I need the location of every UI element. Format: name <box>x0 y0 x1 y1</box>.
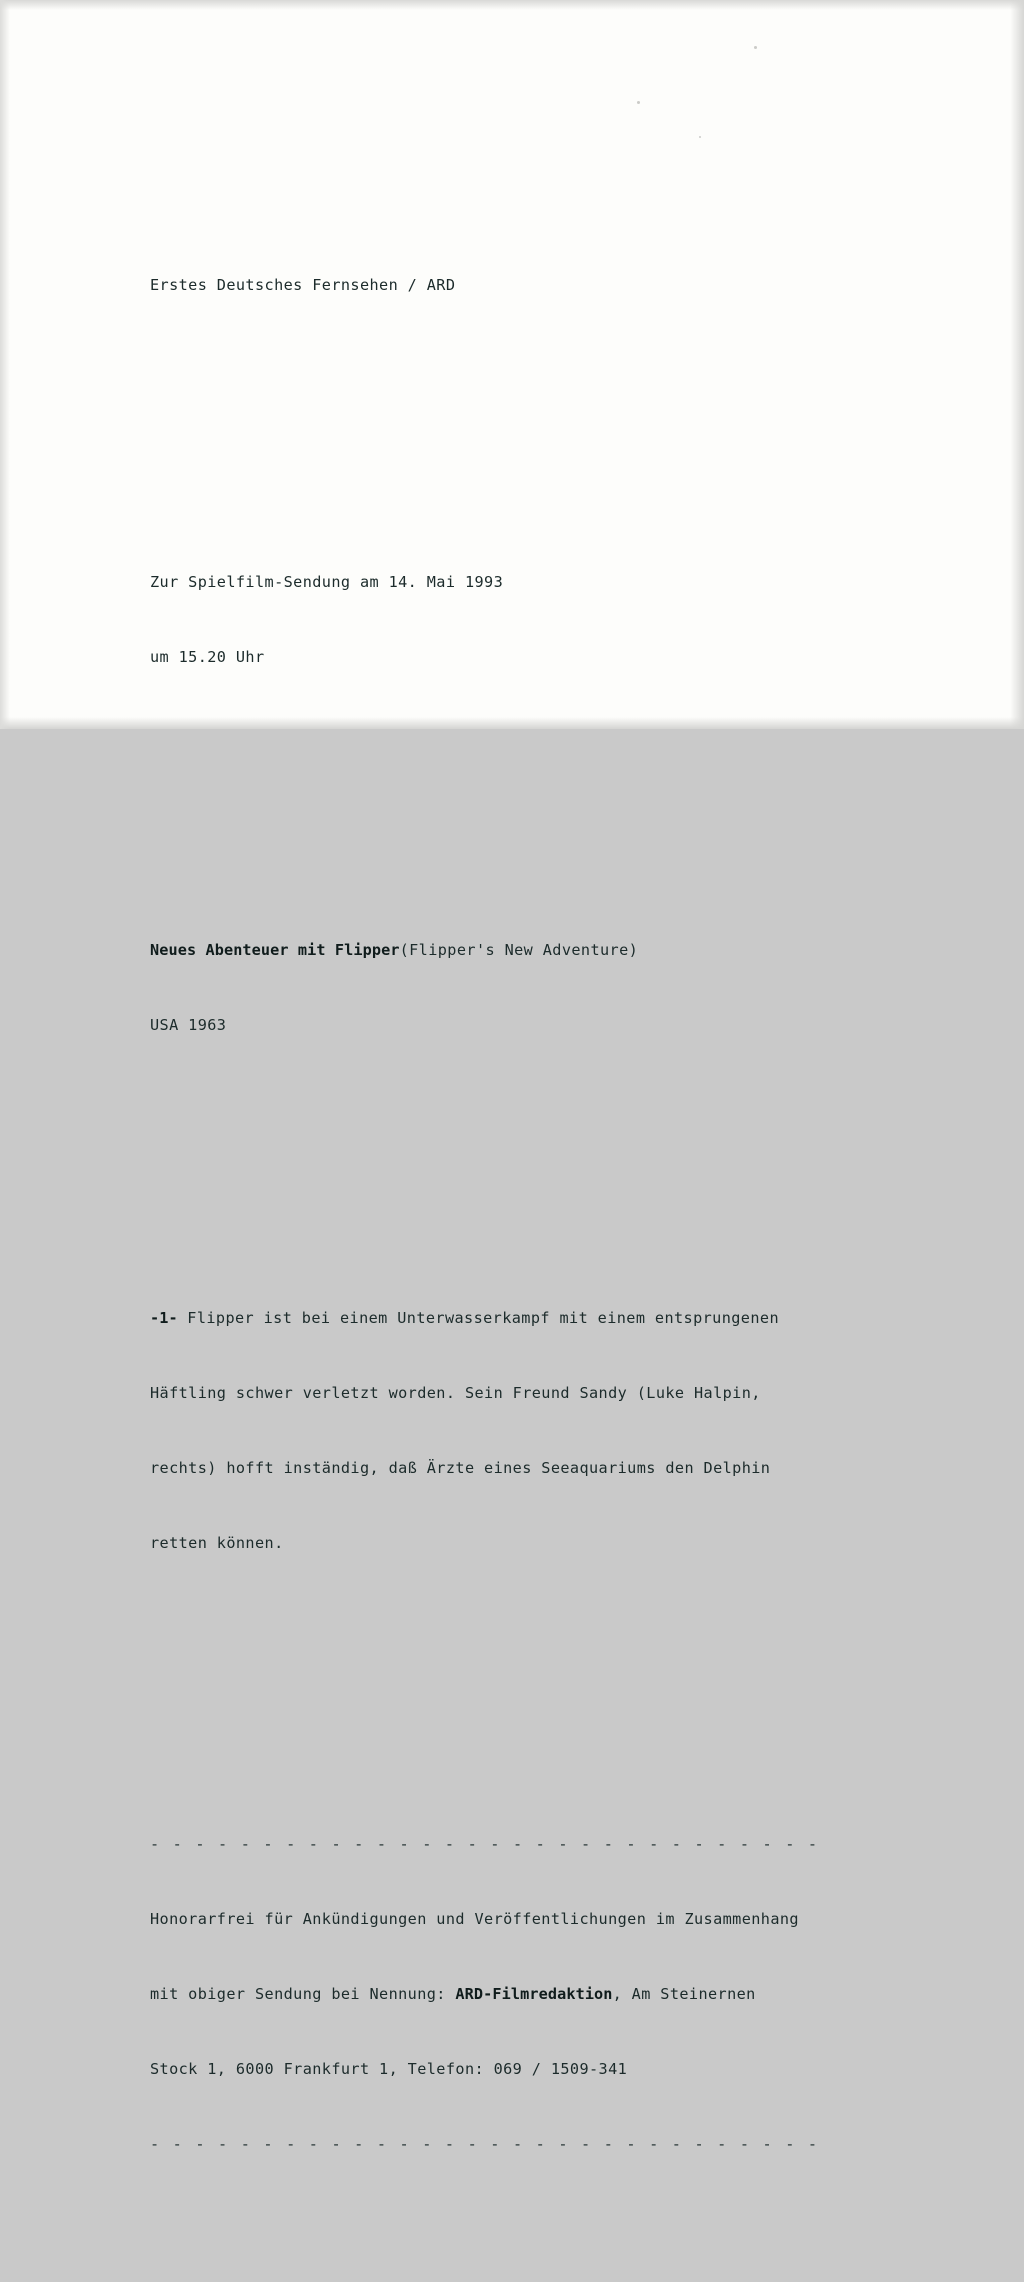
rights-line-3: Stock 1, 6000 Frankfurt 1, Telefon: 069 / 1509-341 <box>150 2060 628 2078</box>
caption-marker: -1- <box>150 1309 178 1327</box>
broadcaster-line: Erstes Deutsches Fernsehen / ARD <box>150 276 456 294</box>
rights-notice <box>150 1782 910 2207</box>
caption-paragraph <box>150 1256 910 1606</box>
paper-edge-right <box>1010 0 1024 729</box>
broadcast-info <box>150 520 910 720</box>
title-group <box>150 888 910 1088</box>
caption-line-2: Häftling schwer verletzt worden. Sein Freund Sandy (Luke Halpin, <box>150 1384 761 1402</box>
caption-line-4: retten können. <box>150 1534 284 1552</box>
paper-edge-left <box>0 0 10 729</box>
title-german: Neues Abenteuer mit Flipper <box>150 941 400 959</box>
paper-edge-top <box>0 0 1024 10</box>
broadcast-time-line: um 15.20 Uhr <box>150 648 265 666</box>
divider-top: - - - - - - - - - - - - - - - - - - - - - - - - - - - - - - <box>150 1835 820 1853</box>
spacer <box>150 423 910 445</box>
broadcaster-line-group <box>150 223 910 348</box>
caption-line-1-rest: Flipper ist bei einem Unterwasserkampf mit einem entsprungenen <box>177 1309 779 1327</box>
broadcast-date-line: Zur Spielfilm-Sendung am 14. Mai 1993 <box>150 573 504 591</box>
title-origin-year: USA 1963 <box>150 1016 227 1034</box>
title-original: (Flipper's New Adventure) <box>399 941 639 959</box>
rights-line-1: Honorarfrei für Ankündigungen und Veröffentlichungen im Zusammenhang <box>150 1910 799 1928</box>
paper-speck <box>637 101 640 104</box>
spacer <box>150 1163 910 1181</box>
paper-speck <box>754 46 757 49</box>
rights-line-2-prefix: mit obiger Sendung bei Nennung: <box>150 1985 456 2003</box>
caption-line-1 <box>150 1306 910 1331</box>
rights-department: ARD-Filmredaktion <box>455 1985 613 2003</box>
paper-speck <box>699 136 701 138</box>
title-line <box>150 938 910 963</box>
spacer <box>150 795 910 813</box>
spacer <box>150 1681 910 1707</box>
rights-line-2 <box>150 1982 910 2007</box>
rights-line-2-suffix: , Am Steinernen <box>612 1985 756 2003</box>
divider-bottom: - - - - - - - - - - - - - - - - - - - - - - - - - - - - - - <box>150 2135 820 2153</box>
caption-line-3: rechts) hofft inständig, daß Ärzte eines Seeaquariums den Delphin <box>150 1459 771 1477</box>
typed-text-block <box>150 148 910 2282</box>
